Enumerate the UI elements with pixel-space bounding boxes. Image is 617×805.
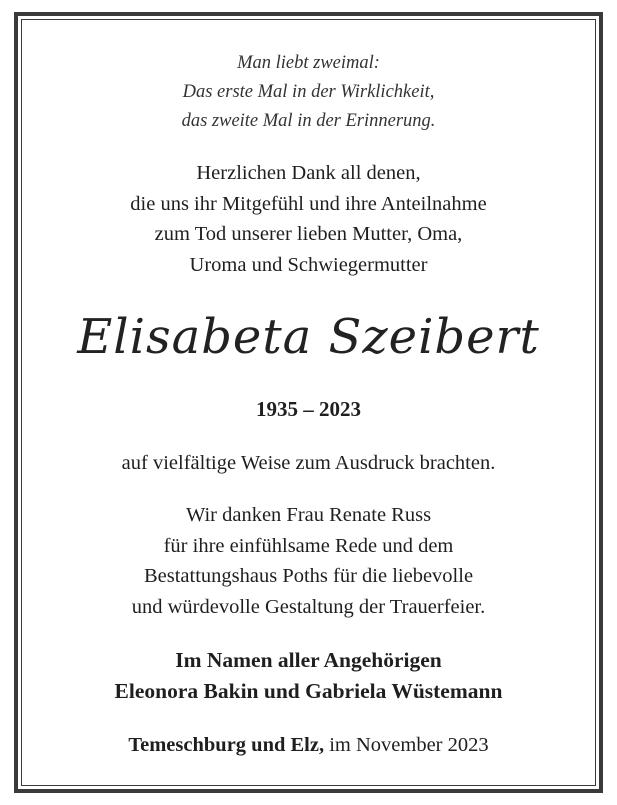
place: Temeschburg und Elz, xyxy=(128,734,325,756)
motto-line: das zweite Mal in der Erinnerung. xyxy=(181,111,436,131)
acknowledgement-line: Bestattungshaus Poths für die liebevolle xyxy=(143,565,474,587)
acknowledgement-paragraph xyxy=(21,500,596,622)
signature-names: Eleonora Bakin und Gabriela Wüstemann xyxy=(114,679,503,703)
acknowledgement-line: Wir danken Frau Renate Russ xyxy=(185,504,432,526)
thanks-paragraph xyxy=(21,158,596,280)
thanks-line: Uroma und Schwiegermutter xyxy=(189,253,428,276)
thanks-line: zum Tod unserer lieben Mutter, Oma, xyxy=(154,223,463,245)
motto-line: Man liebt zweimal: xyxy=(237,53,380,73)
date: im November 2023 xyxy=(324,734,489,756)
motto-quote xyxy=(21,49,596,136)
life-years: 1935 – 2023 xyxy=(256,397,361,421)
thanks-line: Herzlichen Dank all denen, xyxy=(196,162,421,184)
place-and-date xyxy=(21,731,596,759)
motto-line: Das erste Mal in der Wirklichkeit, xyxy=(182,82,435,102)
acknowledgement-line: für ihre einfühlsame Rede und dem xyxy=(163,534,454,557)
signature-block xyxy=(21,645,596,707)
signature-line: Im Namen aller Angehörigen xyxy=(175,648,442,672)
acknowledgement-line: und würdevolle Gestaltung der Trauerfeier. xyxy=(131,595,486,618)
thanks-line: die uns ihr Mitgefühl und ihre Anteilnahme xyxy=(130,192,487,215)
deceased-name: Elisabeta Szeibert xyxy=(77,309,540,365)
expression-line: auf vielfältige Weise zum Ausdruck brachten. xyxy=(121,452,496,474)
